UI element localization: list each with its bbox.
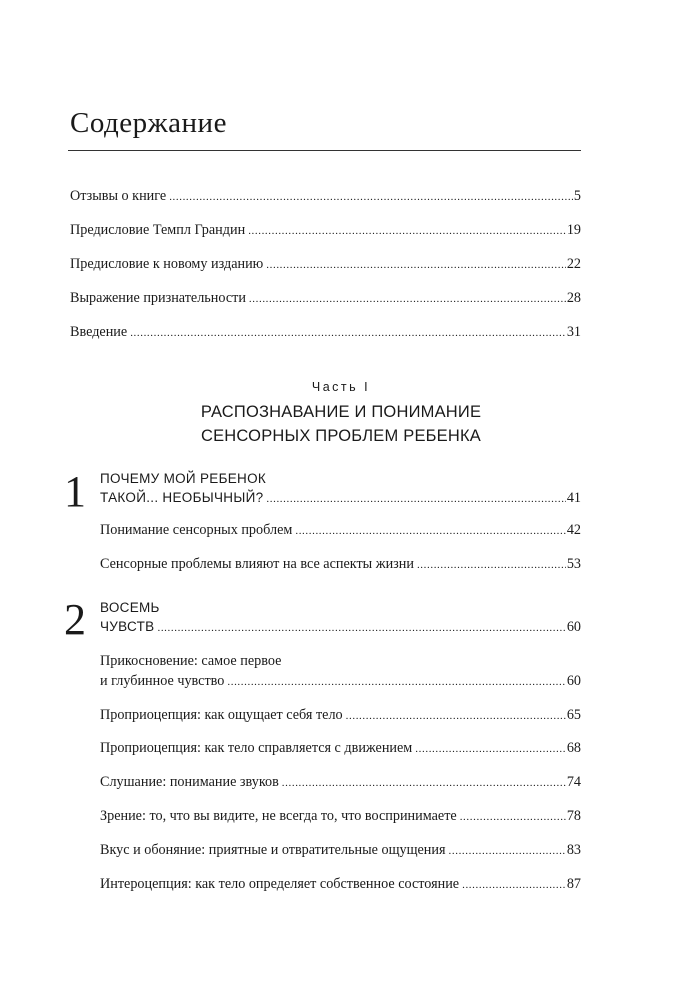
- title-rule: [68, 150, 581, 151]
- toc-entry-page: 5: [573, 188, 581, 204]
- chapter-number: 2: [64, 595, 86, 644]
- toc-entry[interactable]: [70, 324, 581, 342]
- toc-entry-label: и глубинное чувство: [100, 673, 225, 689]
- chapter-title-line-1[interactable]: ВОСЕМЬ: [100, 600, 160, 615]
- toc-entry[interactable]: [70, 188, 581, 206]
- chapter-title-line-2: ТАКОЙ... НЕОБЫЧНЫЙ?: [100, 490, 264, 505]
- dot-leader: [415, 741, 566, 758]
- toc-entry-label: Вкус и обоняние: приятные и отвратительные ощущения: [100, 842, 446, 858]
- toc-entry[interactable]: [100, 808, 581, 826]
- dot-leader: [130, 325, 566, 342]
- dot-leader: [449, 843, 566, 860]
- chapter-entry[interactable]: [100, 618, 581, 637]
- part-title-line-2: СЕНСОРНЫХ ПРОБЛЕМ РЕБЕНКА: [200, 427, 482, 445]
- toc-entry-page: 22: [566, 256, 581, 272]
- chapter-title-line-2: ЧУВСТВ: [100, 619, 155, 634]
- toc-entry-label: Слушание: понимание звуков: [100, 774, 279, 790]
- toc-entry-page: 28: [566, 290, 581, 306]
- toc-entry-label: Проприоцепция: как тело справляется с движением: [100, 740, 413, 756]
- page-title: Содержание: [70, 107, 227, 139]
- toc-entry[interactable]: [100, 774, 581, 792]
- toc-entry-label: Введение: [70, 324, 128, 340]
- toc-entry-page: 65: [566, 707, 581, 723]
- toc-entry-page: 53: [566, 556, 581, 572]
- dot-leader: [417, 557, 566, 574]
- toc-entry-label: Отзывы о книге: [70, 188, 167, 204]
- part-label: Часть I: [311, 380, 371, 394]
- dot-leader: [266, 491, 565, 508]
- dot-leader: [169, 189, 573, 206]
- toc-entry-label: Выражение признательности: [70, 290, 246, 306]
- chapter-number: 1: [64, 467, 86, 516]
- dot-leader: [460, 809, 566, 826]
- dot-leader: [295, 523, 565, 540]
- toc-entry-page: 19: [566, 222, 581, 238]
- toc-entry-page: 83: [566, 842, 581, 858]
- dot-leader: [346, 708, 566, 725]
- toc-entry-page: 87: [566, 876, 581, 892]
- toc-entry-page: 60: [566, 673, 581, 689]
- dot-leader: [248, 223, 566, 240]
- toc-entry-label: Интероцепция: как тело определяет собственное состояние: [100, 876, 460, 892]
- toc-entry-page: 41: [566, 490, 581, 506]
- toc-entry-label: Предисловие к новому изданию: [70, 256, 264, 272]
- toc-entry-label: Предисловие Темпл Грандин: [70, 222, 246, 238]
- dot-leader: [266, 257, 566, 274]
- dot-leader: [227, 674, 565, 691]
- toc-entry[interactable]: [100, 522, 581, 540]
- toc-entry[interactable]: [70, 222, 581, 240]
- dot-leader: [282, 775, 566, 792]
- toc-entry[interactable]: [100, 740, 581, 758]
- toc-entry-page: 68: [566, 740, 581, 756]
- chapter-title-line-1[interactable]: ПОЧЕМУ МОЙ РЕБЕНОК: [100, 471, 267, 486]
- part-title-line-1: РАСПОЗНАВАНИЕ И ПОНИМАНИЕ: [200, 403, 482, 421]
- toc-entry[interactable]: [100, 556, 581, 574]
- toc-entry-page: 78: [566, 808, 581, 824]
- toc-entry[interactable]: [70, 290, 581, 308]
- toc-entry-label: Сенсорные проблемы влияют на все аспекты жизни: [100, 556, 414, 572]
- dot-leader: [462, 877, 566, 894]
- toc-entry[interactable]: [100, 707, 581, 725]
- toc-entry-page: 60: [566, 619, 581, 635]
- toc-entry-label-line-1[interactable]: Прикосновение: самое первое: [100, 653, 282, 669]
- toc-entry-page: 31: [566, 324, 581, 340]
- dot-leader: [157, 620, 565, 637]
- toc-entry-page: 42: [566, 522, 581, 538]
- dot-leader: [249, 291, 566, 308]
- toc-entry[interactable]: [100, 876, 581, 894]
- toc-entry[interactable]: [70, 256, 581, 274]
- toc-entry[interactable]: [100, 673, 581, 691]
- toc-entry[interactable]: [100, 842, 581, 860]
- chapter-entry[interactable]: [100, 489, 581, 508]
- toc-entry-page: 74: [566, 774, 581, 790]
- toc-entry-label: Понимание сенсорных проблем: [100, 522, 293, 538]
- toc-entry-label: Зрение: то, что вы видите, не всегда то, что воспринимаете: [100, 808, 457, 824]
- toc-entry-label: Проприоцепция: как ощущает себя тело: [100, 707, 343, 723]
